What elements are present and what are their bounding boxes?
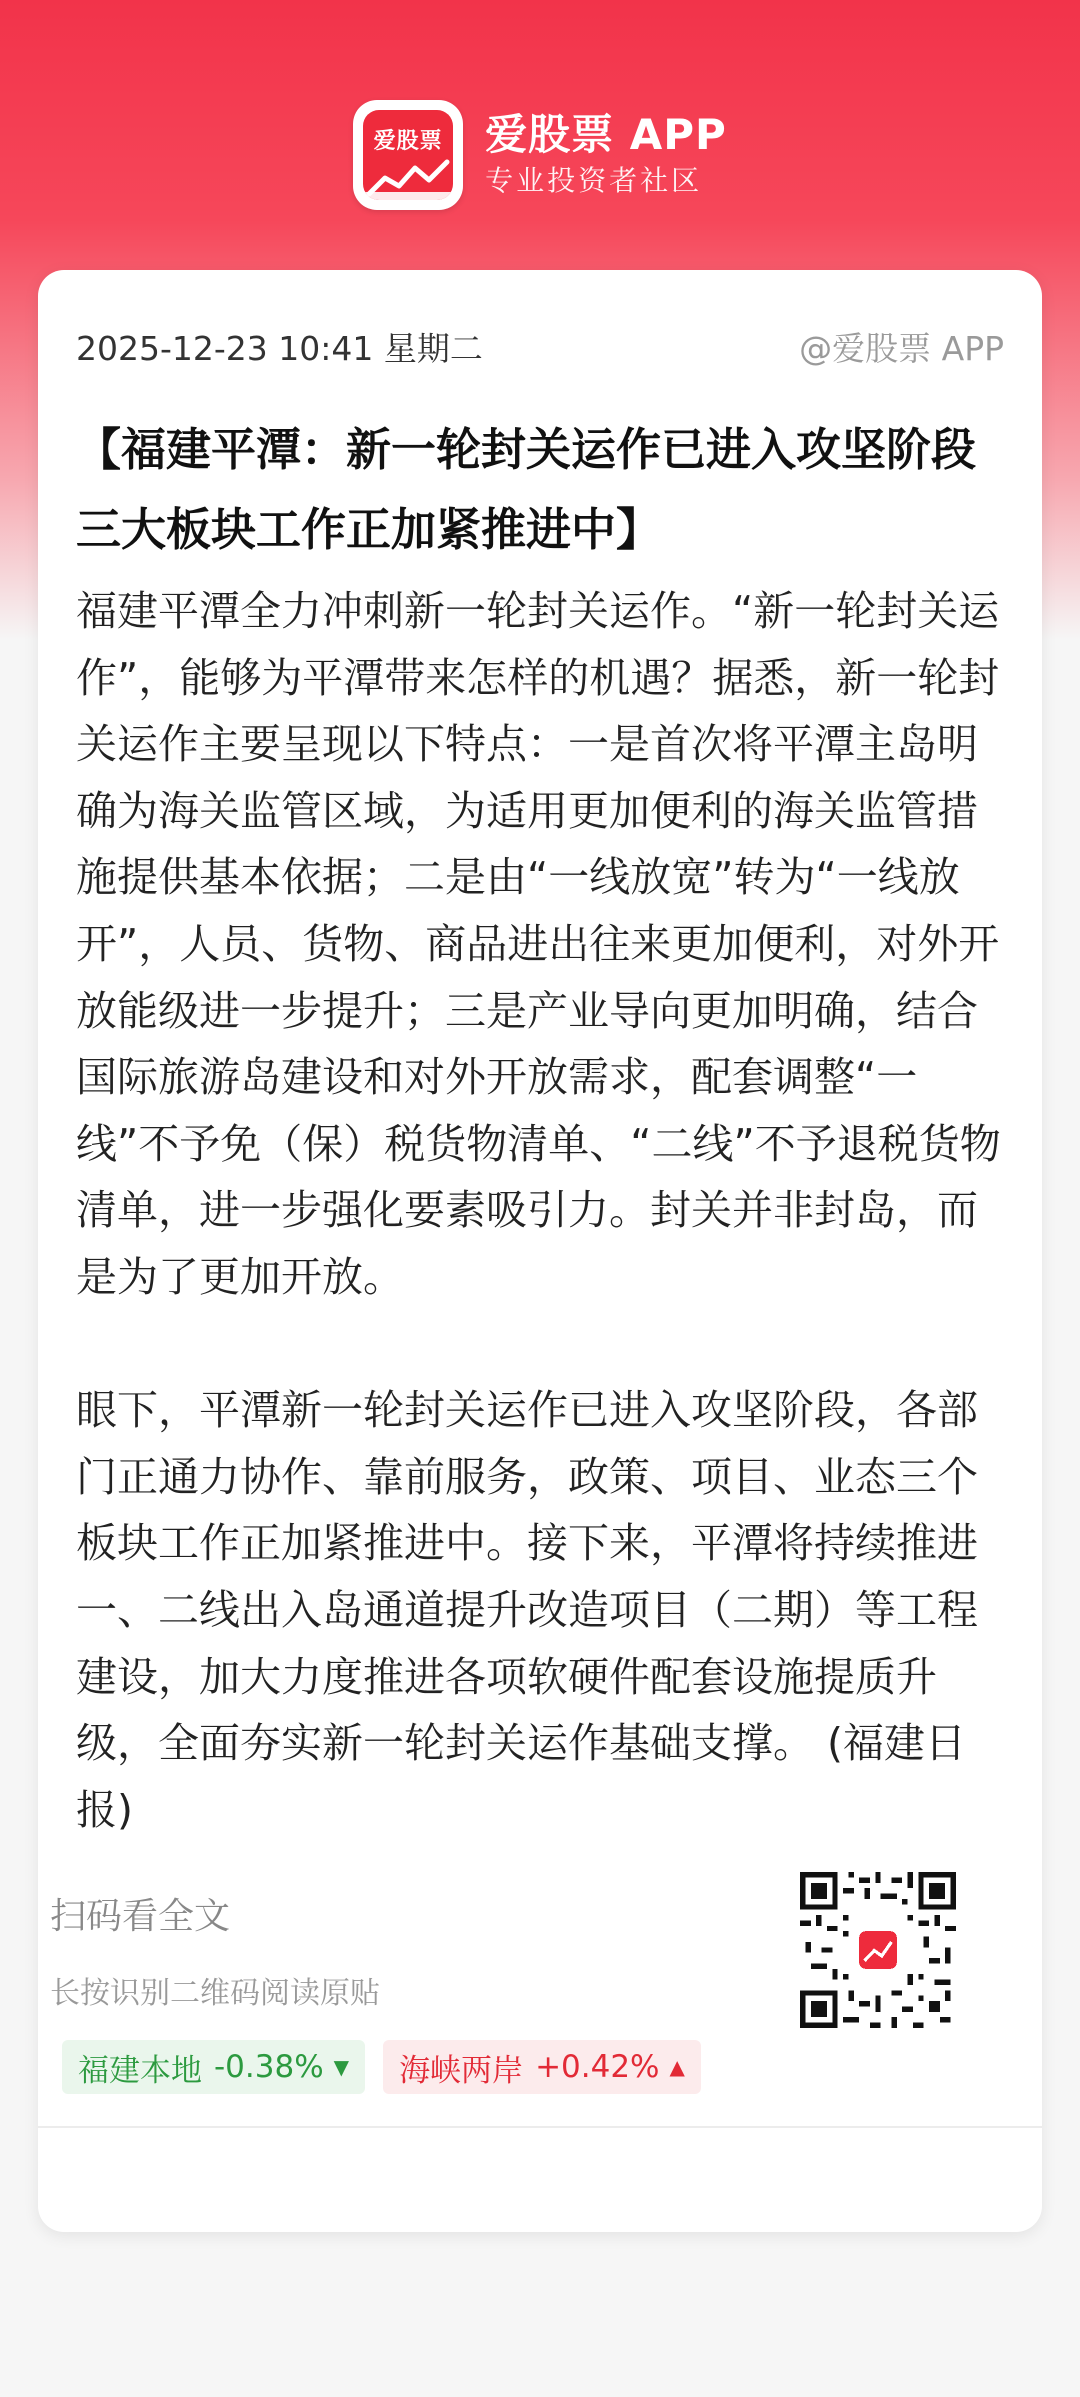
post-meta — [76, 326, 1004, 366]
tag-change: -0.38% — [214, 2049, 324, 2085]
brand-block — [485, 109, 727, 201]
app-header — [0, 95, 1080, 215]
chart-line-icon — [363, 154, 453, 200]
down-arrow-icon: ▼ — [333, 2055, 350, 2079]
logo-text: 爱股票 — [373, 129, 443, 154]
divider — [38, 2126, 1042, 2128]
app-logo-badge — [363, 110, 453, 200]
tag-name: 福建本地 — [78, 2052, 202, 2089]
app-name: 爱股票 APP — [485, 110, 727, 159]
scan-title: 扫码看全文 — [50, 1896, 231, 1937]
tag-change: +0.42% — [535, 2049, 660, 2085]
tag-name: 海峡两岸 — [399, 2052, 524, 2089]
post-body — [76, 578, 1016, 1843]
tag-cross-strait[interactable] — [383, 2040, 701, 2094]
post-datetime: 2025-12-23 10:41 星期二 — [76, 328, 483, 368]
up-arrow-icon: ▲ — [669, 2055, 685, 2079]
scan-hint: 长按识别二维码阅读原贴 — [50, 1976, 380, 2011]
post-paragraph: 福建平潭全力冲刺新一轮封关运作。“新一轮封关运作”，能够为平潭带来怎样的机遇？据悉，新一轮封关运作主要呈现以下特点：一是首次将平潭主岛明确为海关监管区域，为适用更加便利的海关监管措施提供基本依据；二是由“一线放宽”转为“一线放开”，人员、货物、商品进出往来更加便利，对外开放能级进一步提升；三是产业导向更加明确，结合国际旅游岛建设和对外开放需求，配套调整“一线”不予免（保）税货物清单、“二线”不予退税货物清单，进一步强化要素吸引力。封关并非封岛，而是为了更加开放。 — [76, 587, 1001, 1301]
stock-tags — [62, 2040, 701, 2096]
post-source[interactable]: @爱股票 APP — [799, 328, 1004, 368]
app-slogan: 专业投资者社区 — [485, 164, 703, 197]
qr-code-icon[interactable] — [800, 1872, 956, 2028]
post-title: 【福建平潭：新一轮封关运作已进入攻坚阶段 三大板块工作正加紧推进中】 — [76, 423, 977, 556]
tag-fujian-local[interactable] — [62, 2040, 365, 2094]
post-paragraph: 眼下，平潭新一轮封关运作已进入攻坚阶段，各部门正通力协作、靠前服务，政策、项目、业态三个板块工作正加紧推进中。接下来，平潭将持续推进一、二线出入岛通道提升改造项目（二期）等工程建设，加大力度推进各项软硬件配套设施提质升级，全面夯实新一轮封关运作基础支撑。 (福建日报) — [76, 1386, 978, 1834]
app-logo — [353, 100, 463, 210]
